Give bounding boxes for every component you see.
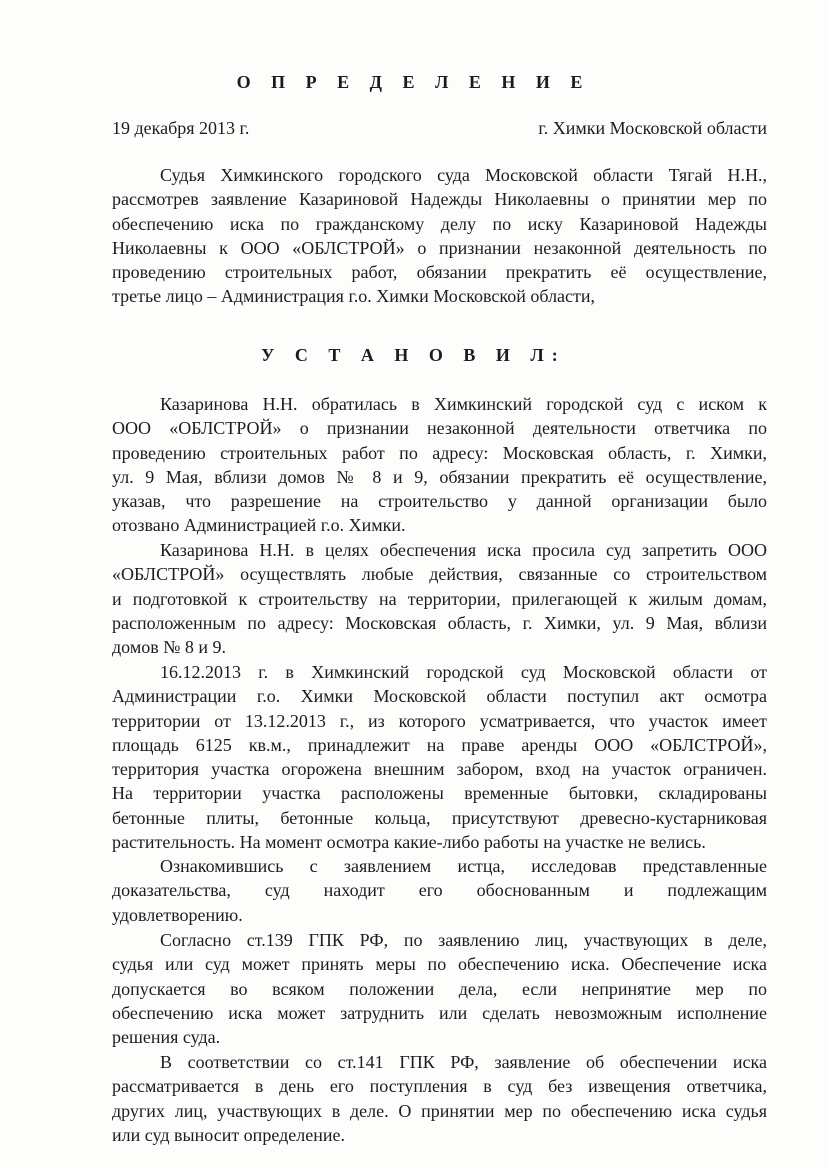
- paragraph-line: бетонные плиты, бетонные кольца, присутствуют древесно-кустарниковая: [112, 807, 767, 828]
- paragraph-line: В соответствии со ст.141 ГПК РФ, заявление об обеспечении иска: [160, 1052, 767, 1072]
- body-paragraph: [112, 854, 767, 927]
- paragraph-line: расположенным по адресу: Московская область, г. Химки, ул. 9 Мая, вблизи: [112, 612, 767, 633]
- paragraph-line: растительность. На момент осмотра какие-либо работы на участке не велись.: [112, 832, 706, 853]
- paragraph-line: «ОБЛСТРОЙ» осуществлять любые действия, связанные со строительством: [112, 564, 767, 585]
- body-paragraph: [112, 660, 767, 854]
- paragraph-line: Администрации г.о. Химки Московской области поступил акт осмотра: [112, 686, 767, 707]
- paragraph-line: домов № 8 и 9.: [112, 637, 227, 658]
- intro-line: проведению строительных работ, обязании прекратить её осуществление,: [112, 262, 767, 283]
- paragraph-line: отозвано Администрацией г.о. Химки.: [112, 515, 406, 536]
- paragraph-line: территории от 13.12.2013 г., из которого усматривается, что участок имеет: [112, 710, 767, 731]
- intro-line: рассмотрев заявление Казариновой Надежды Николаевны о принятии мер по: [112, 189, 767, 210]
- intro-line: Николаевны к ООО «ОБЛСТРОЙ» о признании незаконной деятельность по: [112, 237, 767, 258]
- body-paragraph: [112, 928, 767, 1049]
- paragraph-line: 16.12.2013 г. в Химкинский городской суд Московской области от: [160, 662, 767, 682]
- paragraph-line: и подготовкой к строительству на территории, прилегающей к жилым домам,: [112, 588, 767, 609]
- body-paragraph: [112, 538, 767, 659]
- paragraph-line: ул. 9 Мая, вблизи домов № 8 и 9, обязании прекратить её осуществление,: [112, 466, 767, 487]
- section-title: У С Т А Н О В И Л:: [261, 345, 566, 365]
- paragraph-line: территория участка огорожена внешним забором, вход на участок ограничен.: [112, 759, 767, 780]
- paragraph-line: удовлетворению.: [112, 904, 243, 925]
- paragraph-line: проведению строительных работ по адресу: Московская область, г. Химки,: [112, 442, 767, 463]
- paragraph-line: доказательства, суд находит его обоснованным и подлежащим: [112, 880, 767, 901]
- paragraph-line: решения суда.: [112, 1027, 221, 1048]
- intro-line: обеспечению иска по гражданскому делу по иску Казариновой Надежды: [112, 213, 767, 234]
- document-date: 19 декабря 2013 г.: [112, 118, 250, 138]
- paragraph-line: или суд выносит определение.: [112, 1124, 345, 1145]
- body-paragraph: [112, 392, 767, 538]
- body-paragraph: [112, 1050, 767, 1147]
- paragraph-line: допускается во всяком положении дела, если непринятие мер по: [112, 978, 767, 999]
- paragraph-line: площадь 6125 кв.м., принадлежит на праве аренды ООО «ОБЛСТРОЙ»,: [112, 734, 767, 755]
- paragraph-line: На территории участка расположены временные бытовки, складированы: [112, 783, 767, 804]
- paragraph-line: Согласно ст.139 ГПК РФ, по заявлению лиц, участвующих в деле,: [160, 930, 767, 950]
- intro-line: Судья Химкинского городского суда Московской области Тягай Н.Н.,: [160, 165, 767, 185]
- paragraph-line: указав, что разрешение на строительство у данной организации было: [112, 491, 767, 512]
- paragraph-line: рассматривается в день его поступления в суд без извещения ответчика,: [112, 1076, 767, 1097]
- paragraph-line: ООО «ОБЛСТРОЙ» о признании незаконной деятельности ответчика по: [112, 418, 767, 439]
- paragraph-line: других лиц, участвующих в деле. О принятии мер по обеспечению иска судья: [112, 1100, 767, 1121]
- paragraph-line: судья или суд может принять меры по обеспечению иска. Обеспечение иска: [112, 954, 767, 975]
- paragraph-line: Казаринова Н.Н. обратилась в Химкинский городской суд с иском к: [160, 394, 767, 414]
- intro-line: третье лицо – Администрация г.о. Химки Московской области,: [112, 286, 596, 307]
- paragraph-line: Казаринова Н.Н. в целях обеспечения иска просила суд запретить ООО: [160, 540, 767, 560]
- intro-paragraph: [112, 163, 767, 309]
- document-place: г. Химки Московской области: [538, 118, 767, 138]
- document-title: О П Р Е Д Е Л Е Н И Е: [236, 72, 591, 92]
- paragraph-line: обеспечению иска может затруднить или сделать невозможным исполнение: [112, 1002, 767, 1023]
- paragraph-line: Ознакомившись с заявлением истца, исследовав представленные: [160, 856, 767, 876]
